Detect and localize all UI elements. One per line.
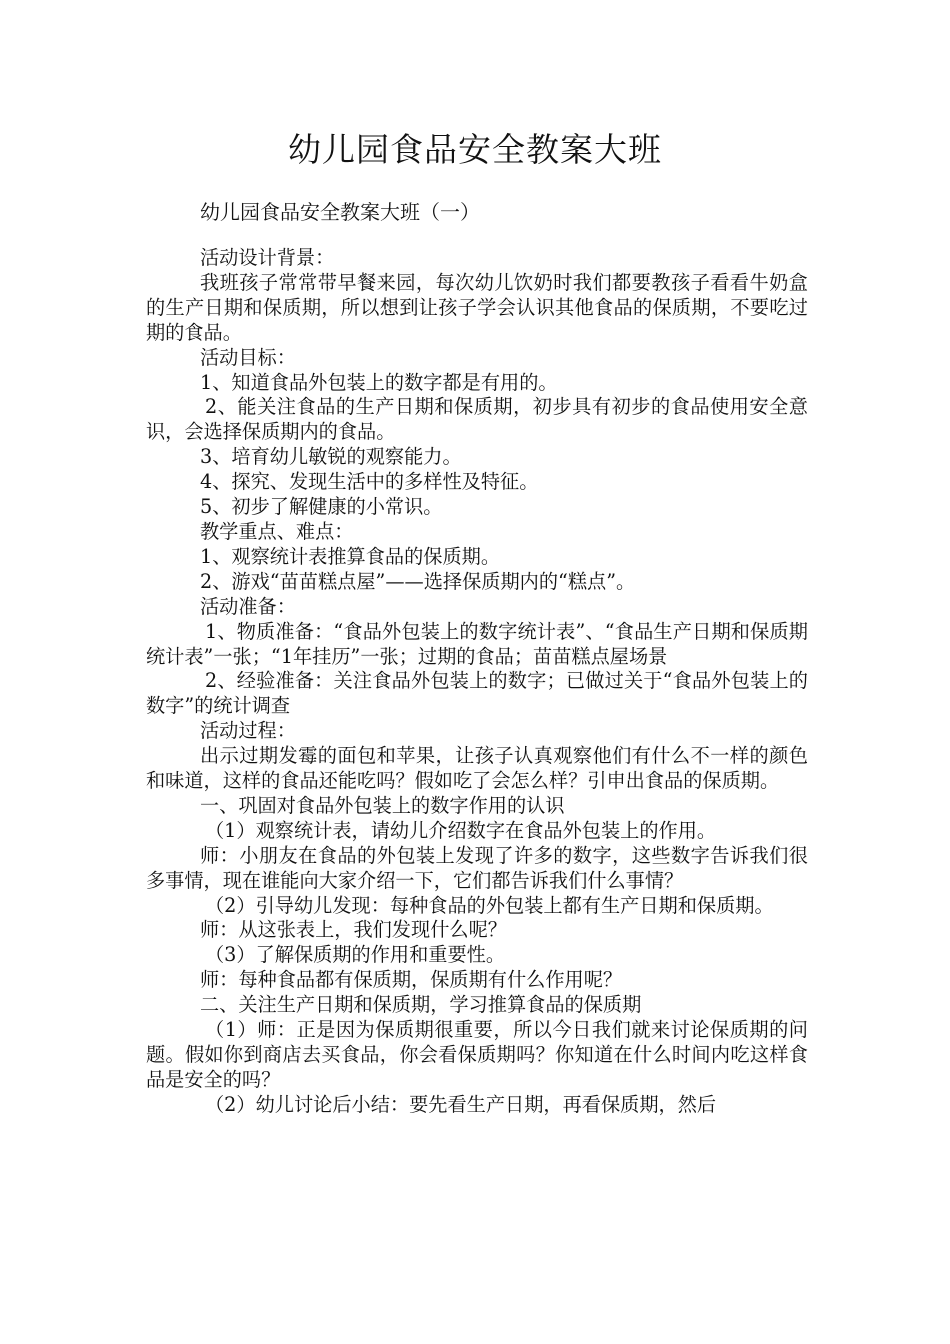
paragraph: 2、能关注食品的生产日期和保质期，初步具有初步的食品使用安全意识，会选择保质期内的食品。 <box>146 395 808 444</box>
paragraph: 5、初步了解健康的小常识。 <box>200 495 443 519</box>
document-title: 幼儿园食品安全教案大班 <box>288 130 662 169</box>
paragraph: （2）幼儿讨论后小结：要先看生产日期，再看保质期，然后 <box>205 1092 717 1116</box>
paragraph: 活动设计背景： <box>200 246 335 269</box>
paragraph: 1、知道食品外包装上的数字都是有用的。 <box>200 370 558 394</box>
paragraph: 2、游戏“苗苗糕点屋”——选择保质期内的“糕点”。 <box>200 569 636 593</box>
paragraph: 教学重点、难点： <box>200 519 354 543</box>
paragraph: 2、经验准备：关注食品外包装上的数字；已做过关于“食品外包装上的数字”的统计调查 <box>146 669 808 718</box>
paragraph: 3、培育幼儿敏锐的观察能力。 <box>200 445 462 469</box>
paragraph: 师：每种食品都有保质期，保质期有什么作用呢？ <box>200 968 623 992</box>
paragraph: 师：小朋友在食品的外包装上发现了许多的数字，这些数字告诉我们很多事情，现在谁能向大家介绍一下，它们都告诉我们什么事情？ <box>146 843 808 892</box>
paragraph: 1、物质准备：“食品外包装上的数字统计表”、“食品生产日期和保质期统计表”一张；“1年挂历”一张；过期的食品；苗苗糕点屋场景 <box>146 619 808 668</box>
paragraph: 活动目标： <box>200 345 296 369</box>
paragraph: （2）引导幼儿发现：每种食品的外包装上都有生产日期和保质期。 <box>205 893 774 917</box>
document-body <box>146 246 808 1118</box>
paragraph: 师：从这张表上，我们发现什么呢？ <box>200 918 507 942</box>
paragraph: （3）了解保质期的作用和重要性。 <box>205 943 506 967</box>
paragraph: 二、关注生产日期和保质期，学习推算食品的保质期 <box>200 993 642 1017</box>
paragraph: （1）观察统计表，请幼儿介绍数字在食品外包装上的作用。 <box>205 818 717 842</box>
paragraph: 一、巩固对食品外包装上的数字作用的认识 <box>200 793 565 817</box>
paragraph: 出示过期发霉的面包和苹果，让孩子认真观察他们有什么不一样的颜色和味道，这样的食品还能吃吗？假如吃了会怎么样？引申出食品的保质期。 <box>146 744 808 793</box>
paragraph: （1）师：正是因为保质期很重要，所以今日我们就来讨论保质期的问题。假如你到商店去买食品，你会看保质期吗？你知道在什么时间内吃这样食品是安全的吗？ <box>146 1018 808 1091</box>
paragraph: 1、观察统计表推算食品的保质期。 <box>200 544 501 568</box>
paragraph: 我班孩子常常带早餐来园，每次幼儿饮奶时我们都要教孩子看看牛奶盒的生产日期和保质期，所以想到让孩子学会认识其他食品的保质期，不要吃过期的食品。 <box>146 270 808 344</box>
paragraph: 4、探究、发现生活中的多样性及特征。 <box>200 470 539 494</box>
paragraph: 活动过程： <box>200 719 296 743</box>
paragraph: 活动准备： <box>200 594 296 618</box>
document-subtitle: 幼儿园食品安全教案大班（一） <box>200 200 480 224</box>
